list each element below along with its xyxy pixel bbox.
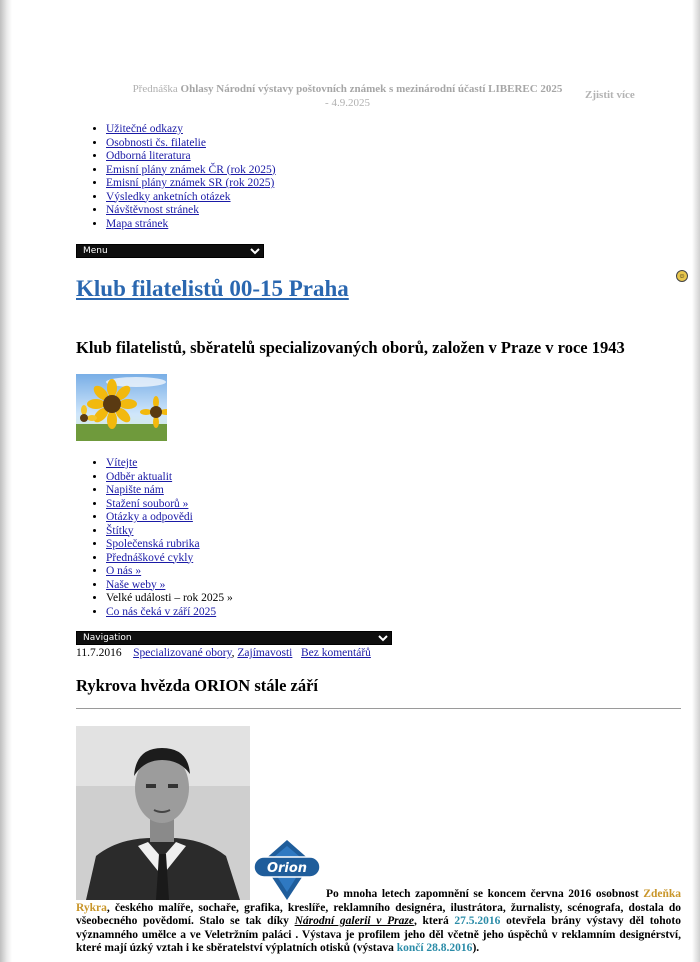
scan-edge-left — [0, 0, 12, 962]
menu-item — [106, 204, 276, 218]
nav-link-downloads[interactable]: Stažení souborů » — [106, 497, 189, 510]
closing-date: končí 28.8.2016 — [396, 942, 473, 954]
nav-item — [106, 457, 233, 471]
article-part: , která — [413, 915, 455, 927]
post-title: Rykrova hvězda ORION stále září — [76, 676, 319, 695]
nav-item — [106, 565, 233, 579]
nav-link-our-webs[interactable]: Naše weby » — [106, 578, 166, 591]
learn-more-button[interactable]: Zjistit více — [585, 89, 635, 101]
nav-item — [106, 552, 233, 566]
site-title — [76, 276, 349, 302]
article-part: ). — [472, 942, 480, 954]
nav-item — [106, 525, 233, 539]
divider — [76, 708, 681, 709]
announcement-text — [120, 82, 575, 110]
navigation-menu — [76, 457, 233, 619]
menu-item — [106, 137, 276, 151]
artist-name: Zdeňka Rykra — [76, 888, 681, 914]
nav-link-september[interactable]: Co nás čeká v září 2025 — [106, 605, 217, 618]
announcement-date: - 4.9.2025 — [325, 97, 370, 109]
nav-item — [106, 471, 233, 485]
nav-item — [106, 484, 233, 498]
menu-item — [106, 177, 276, 191]
nav-item — [106, 538, 233, 552]
gallery-link[interactable]: Národní galerii v Praze — [294, 915, 414, 927]
announcement-prefix: Přednáška — [132, 83, 178, 95]
orion-logo-text: Orion — [266, 861, 308, 876]
menu-select[interactable] — [76, 244, 264, 258]
smiley-icon[interactable]: ☺ — [676, 270, 688, 282]
menu-item — [106, 164, 276, 178]
menu-link-poll-results[interactable]: Výsledky anketních otázek — [106, 190, 231, 203]
article-part: otevřela brány výstavy děl tohoto významného umělce a ve Veletržním paláci . Výstava je profilem jeho děl včetně jeho úspěchů v reklamním designérství, které mají úzký vztah i ke sběratelství výplatních otisků (výstava — [76, 915, 681, 954]
article-part: Po mnoha letech zapomnění se koncem června 2016 osobnost — [326, 888, 644, 900]
article-part: , českého malíře, sochaře, grafika, kreslíře, reklamního designéra, ilustrátora, žurnalisty, scénografa, dostala do všeobecného povědomí. Stalo se tak díky — [76, 901, 681, 927]
nav-item — [106, 592, 233, 606]
menu-link-issue-plans-cz[interactable]: Emisní plány známek ČR (rok 2025) — [106, 163, 276, 176]
nav-link-contact[interactable]: Napište nám — [106, 484, 164, 496]
navigation-select[interactable] — [76, 631, 392, 645]
menu-link-useful-links[interactable]: Užitečné odkazy — [106, 123, 183, 135]
site-title-link[interactable]: Klub filatelistů 00-15 Praha — [76, 276, 349, 301]
nav-link-tags[interactable]: Štítky — [106, 524, 134, 537]
opening-date: 27.5.2016 — [454, 915, 501, 927]
announcement-title: Ohlasy Národní výstavy poštovních známek s mezinárodní účastí LIBEREC 2025 — [180, 83, 563, 95]
portrait-photo — [76, 726, 250, 900]
menu-link-site-traffic[interactable]: Návštěvnost stránek — [106, 204, 199, 216]
comments-link[interactable]: Bez komentářů — [300, 647, 371, 659]
menu-link-sitemap[interactable]: Mapa stránek — [106, 217, 169, 230]
site-tagline: Klub filatelistů, sběratelů specializovaných oborů, založen v Praze v roce 1943 — [76, 338, 625, 357]
nav-link-lectures[interactable]: Přednáškové cykly — [106, 551, 194, 564]
category-link-specialized[interactable]: Specializované obory — [133, 647, 232, 659]
post-meta: 11.7.2016 Specializované obory, Zajímavosti Bez komentářů — [76, 647, 371, 659]
menu-item — [106, 150, 276, 164]
top-menu — [76, 123, 276, 231]
nav-item — [106, 498, 233, 512]
scan-edge-right — [692, 0, 700, 962]
nav-link-big-events[interactable]: Velké události – rok 2025 » — [106, 592, 233, 604]
nav-link-newsletter[interactable]: Odběr aktualit — [106, 470, 173, 483]
article-text — [76, 888, 681, 956]
nav-item — [106, 579, 233, 593]
nav-link-faq[interactable]: Otázky a odpovědi — [106, 511, 193, 523]
nav-item — [106, 606, 233, 620]
nav-link-social[interactable]: Společenská rubrika — [106, 538, 200, 550]
menu-item — [106, 191, 276, 205]
menu-item — [106, 218, 276, 232]
post-date: 11.7.2016 — [76, 647, 122, 659]
nav-item — [106, 511, 233, 525]
menu-item — [106, 123, 276, 137]
menu-link-issue-plans-sk[interactable]: Emisní plány známek SR (rok 2025) — [106, 177, 275, 189]
sunflower-image — [76, 374, 167, 441]
menu-link-personalities[interactable]: Osobnosti čs. filatelie — [106, 136, 206, 149]
category-link-curiosities[interactable]: Zajímavosti — [237, 647, 293, 659]
menu-link-literature[interactable]: Odborná literatura — [106, 150, 191, 162]
nav-link-welcome[interactable]: Vítejte — [106, 457, 138, 469]
nav-link-about[interactable]: O nás » — [106, 565, 142, 577]
